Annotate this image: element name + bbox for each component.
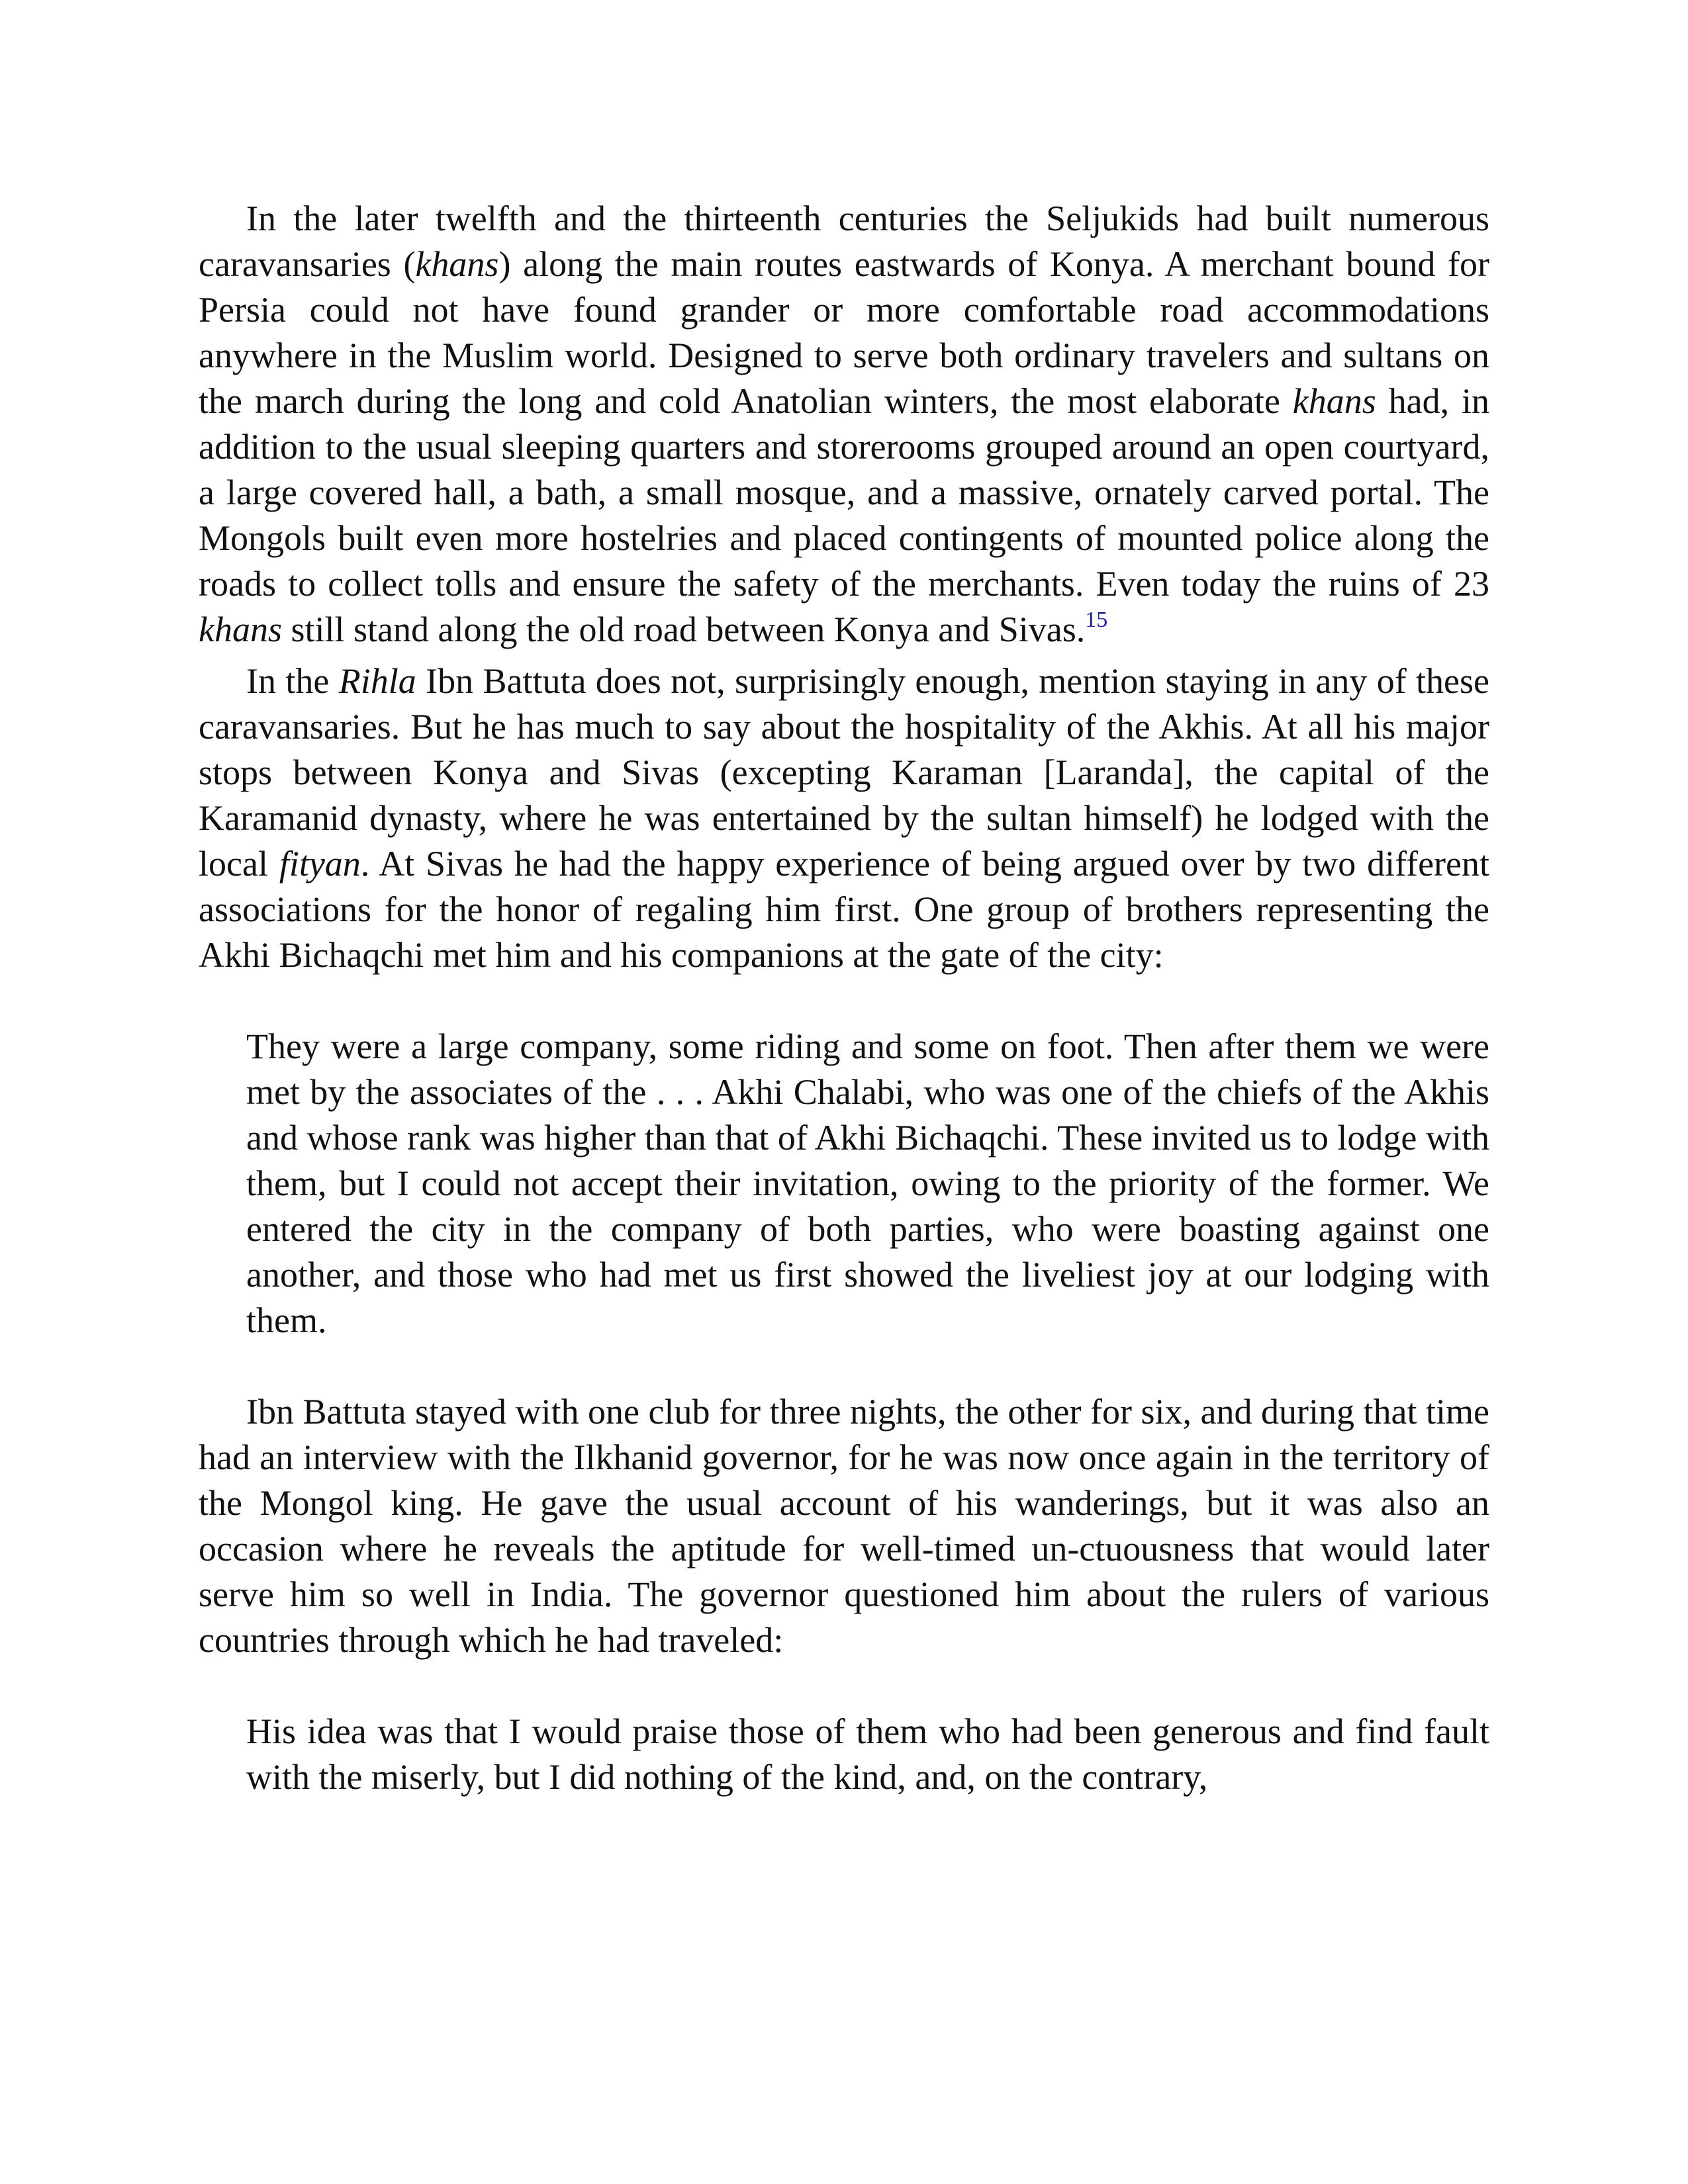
text-run: Ibn Battuta does not, surprisingly enough, mention staying in any of these caravansaries. But he has much to say about the hospitality of the Akhis. At all his major stops between Konya and Sivas (excepting Karaman [Laranda], the capital of the Karamanid dynasty, where he was entertained by the sultan himself) he lodged with the local bbox=[199, 661, 1490, 884]
italic-term: khans bbox=[1292, 381, 1376, 421]
footnote-link[interactable]: 15 bbox=[1085, 608, 1108, 632]
italic-term: fityan bbox=[279, 844, 361, 884]
text-run: still stand along the old road between Konya and Sivas. bbox=[281, 610, 1086, 649]
text-run: In the later twelfth and the thirteenth centuries the Seljukids had built numerous caravansaries ( bbox=[199, 199, 1489, 284]
block-quote-sivas-welcome: They were a large company, some riding and some on foot. Then after them we were met by the associates of the . . . Akhi Chalabi, who was one of the chiefs of the Akhis and whose rank was higher than that of Akhi Bichaqchi. These invited us to lodge with them, but I could not accept their invitation, owing to the priority of the former. We entered the city in the company of both parties, who were boasting against one another, and those who had met us first showed the liveliest joy at our lodging with them. bbox=[246, 1026, 1489, 1340]
paragraph-ilkhanid-governor: Ibn Battuta stayed with one club for three nights, the other for six, and during that time had an interview with the Ilkhanid governor, for he was now once again in the territory of the Mongol king. He gave the usual account of his wanderings, but it was also an occasion where he reveals the aptitude for well-timed un-ctuousness that would later serve him so well in India. The governor questioned him about the rulers of various countries through which he had traveled: bbox=[199, 1392, 1489, 1660]
paragraph-akhi-hospitality bbox=[199, 659, 1489, 978]
text-run: . At Sivas he had the happy experience of being argued over by two different associations for the honor of regaling him first. One group of brothers representing the Akhi Bichaqchi met him and his companions at the gate of the city: bbox=[199, 844, 1489, 975]
paragraph-seljukid-khans bbox=[199, 196, 1489, 653]
document-page bbox=[199, 196, 1489, 1800]
italic-term: khans bbox=[199, 610, 282, 649]
block-quote-rulers-praise: His idea was that I would praise those of them who had been generous and find fault with the miserly, but I did nothing of the kind, and, on the contrary, bbox=[246, 1711, 1489, 1797]
italic-term: khans bbox=[415, 244, 499, 284]
italic-term: Rihla bbox=[338, 661, 416, 701]
text-run: ) along the main routes eastwards of Konya. A merchant bound for Persia could not have found grander or more comfortable road accommodations anywhere in the Muslim world. Designed to serve both ordinary travelers and sultans on the march during the long and cold Anatolian winters, the most elaborate bbox=[199, 244, 1489, 421]
text-run: In the bbox=[246, 661, 339, 701]
text-run: had, in addition to the usual sleeping quarters and storerooms grouped around an open courtyard, a large covered hall, a bath, a small mosque, and a massive, ornately carved portal. The Mongols built even more hostelries and placed contingents of mounted police along the roads to collect tolls and ensure the safety of the merchants. Even today the ruins of 23 bbox=[199, 381, 1489, 604]
